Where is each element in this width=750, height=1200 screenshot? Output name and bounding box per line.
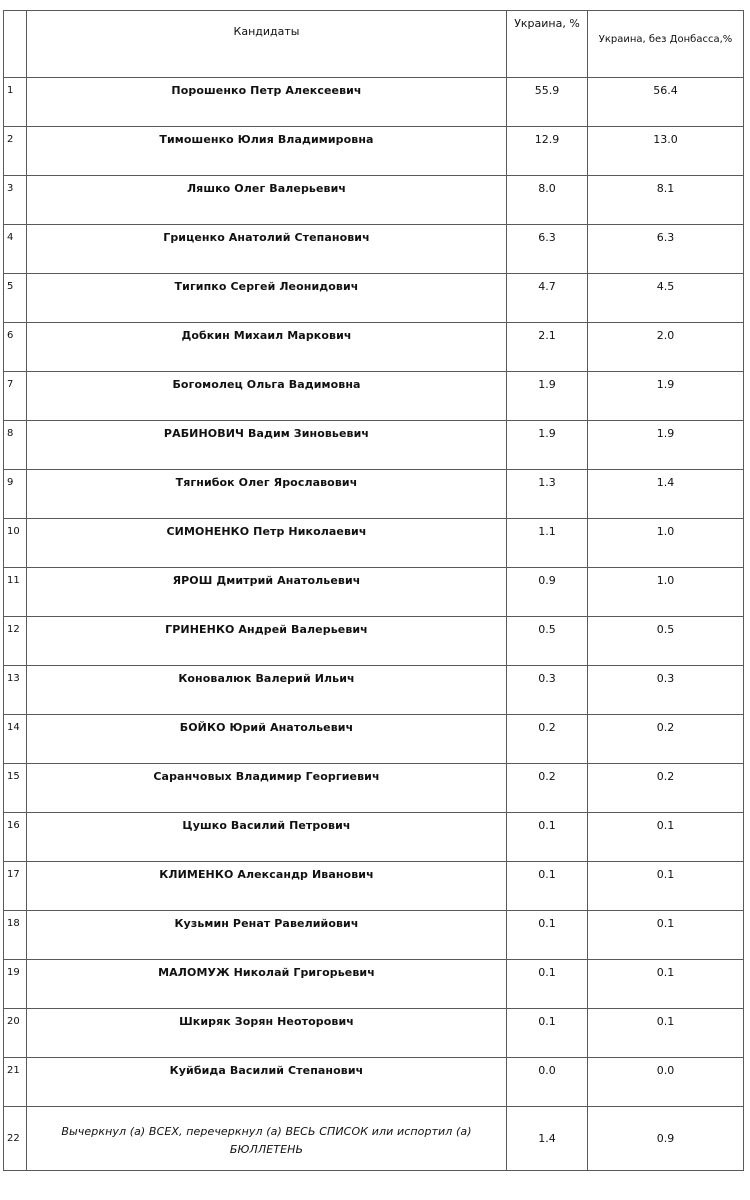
ukraine-percent: 0.1 — [507, 911, 588, 960]
ukraine-percent: 1.9 — [507, 421, 588, 470]
row-number: 13 — [4, 666, 27, 715]
row-number: 7 — [4, 372, 27, 421]
table-row — [4, 1009, 744, 1058]
row-number: 4 — [4, 225, 27, 274]
ukraine-no-donbass-percent: 0.2 — [588, 715, 744, 764]
table-row — [4, 470, 744, 519]
table-row — [4, 764, 744, 813]
ukraine-no-donbass-percent: 2.0 — [588, 323, 744, 372]
ukraine-no-donbass-percent: 56.4 — [588, 78, 744, 127]
results-table — [3, 10, 744, 1171]
table-row — [4, 666, 744, 715]
ukraine-percent: 0.2 — [507, 715, 588, 764]
table-row — [4, 617, 744, 666]
ukraine-no-donbass-percent: 1.9 — [588, 372, 744, 421]
row-number: 2 — [4, 127, 27, 176]
ukraine-no-donbass-percent: 1.0 — [588, 568, 744, 617]
table-row — [4, 813, 744, 862]
table-body — [4, 78, 744, 1171]
candidate-name: Гриценко Анатолий Степанович — [27, 225, 507, 274]
ukraine-percent: 0.1 — [507, 960, 588, 1009]
results-table-wrapper — [3, 10, 743, 1171]
candidate-name: Саранчовых Владимир Георгиевич — [27, 764, 507, 813]
ukraine-no-donbass-percent: 0.1 — [588, 1009, 744, 1058]
row-number: 20 — [4, 1009, 27, 1058]
table-row — [4, 911, 744, 960]
candidate-name: Кузьмин Ренат Равелийович — [27, 911, 507, 960]
ukraine-no-donbass-percent: 0.1 — [588, 862, 744, 911]
ukraine-no-donbass-percent: 0.5 — [588, 617, 744, 666]
row-number: 1 — [4, 78, 27, 127]
row-number: 17 — [4, 862, 27, 911]
candidate-name: СИМОНЕНКО Петр Николаевич — [27, 519, 507, 568]
table-row — [4, 225, 744, 274]
table-row — [4, 519, 744, 568]
row-number: 15 — [4, 764, 27, 813]
table-row — [4, 1058, 744, 1107]
table-row — [4, 862, 744, 911]
row-number: 6 — [4, 323, 27, 372]
ukraine-percent: 12.9 — [507, 127, 588, 176]
candidate-name: КЛИМЕНКО Александр Иванович — [27, 862, 507, 911]
ukraine-no-donbass-percent: 0.9 — [588, 1107, 744, 1171]
row-number: 3 — [4, 176, 27, 225]
ukraine-percent: 4.7 — [507, 274, 588, 323]
header-ukraine-without-donbass: Украина, без Донбасса,% — [588, 11, 744, 78]
candidate-name: Ляшко Олег Валерьевич — [27, 176, 507, 225]
ukraine-percent: 6.3 — [507, 225, 588, 274]
row-number: 5 — [4, 274, 27, 323]
ukraine-no-donbass-percent: 6.3 — [588, 225, 744, 274]
ukraine-no-donbass-percent: 1.4 — [588, 470, 744, 519]
candidate-name: Богомолец Ольга Вадимовна — [27, 372, 507, 421]
row-number: 21 — [4, 1058, 27, 1107]
ukraine-percent: 0.5 — [507, 617, 588, 666]
table-row — [4, 127, 744, 176]
row-number: 11 — [4, 568, 27, 617]
ukraine-no-donbass-percent: 1.0 — [588, 519, 744, 568]
table-row — [4, 323, 744, 372]
header-candidates: Кандидаты — [27, 11, 507, 78]
row-number: 9 — [4, 470, 27, 519]
header-number — [4, 11, 27, 78]
row-number: 18 — [4, 911, 27, 960]
ukraine-percent: 0.1 — [507, 1009, 588, 1058]
table-row — [4, 568, 744, 617]
ukraine-no-donbass-percent: 4.5 — [588, 274, 744, 323]
table-row — [4, 274, 744, 323]
candidate-name: Порошенко Петр Алексеевич — [27, 78, 507, 127]
ukraine-percent: 2.1 — [507, 323, 588, 372]
ukraine-no-donbass-percent: 0.1 — [588, 960, 744, 1009]
row-number: 22 — [4, 1107, 27, 1171]
table-header-row — [4, 11, 744, 78]
ukraine-no-donbass-percent: 13.0 — [588, 127, 744, 176]
ukraine-no-donbass-percent: 0.3 — [588, 666, 744, 715]
table-row — [4, 1107, 744, 1171]
ukraine-percent: 55.9 — [507, 78, 588, 127]
ukraine-percent: 1.4 — [507, 1107, 588, 1171]
ukraine-percent: 0.9 — [507, 568, 588, 617]
candidate-name: Добкин Михаил Маркович — [27, 323, 507, 372]
candidate-name: МАЛОМУЖ Николай Григорьевич — [27, 960, 507, 1009]
table-row — [4, 78, 744, 127]
header-ukraine: Украина, % — [507, 11, 588, 78]
candidate-name: РАБИНОВИЧ Вадим Зиновьевич — [27, 421, 507, 470]
ukraine-no-donbass-percent: 0.0 — [588, 1058, 744, 1107]
candidate-name: Цушко Василий Петрович — [27, 813, 507, 862]
table-row — [4, 372, 744, 421]
ukraine-no-donbass-percent: 0.2 — [588, 764, 744, 813]
candidate-name: Куйбида Василий Степанович — [27, 1058, 507, 1107]
ukraine-no-donbass-percent: 0.1 — [588, 911, 744, 960]
table-row — [4, 176, 744, 225]
ukraine-percent: 1.9 — [507, 372, 588, 421]
candidate-name: БОЙКО Юрий Анатольевич — [27, 715, 507, 764]
row-number: 14 — [4, 715, 27, 764]
ukraine-percent: 1.1 — [507, 519, 588, 568]
ukraine-no-donbass-percent: 8.1 — [588, 176, 744, 225]
row-number: 8 — [4, 421, 27, 470]
row-number: 19 — [4, 960, 27, 1009]
candidate-name: ГРИНЕНКО Андрей Валерьевич — [27, 617, 507, 666]
table-row — [4, 715, 744, 764]
ukraine-percent: 0.2 — [507, 764, 588, 813]
row-number: 16 — [4, 813, 27, 862]
ukraine-no-donbass-percent: 0.1 — [588, 813, 744, 862]
ukraine-percent: 0.3 — [507, 666, 588, 715]
row-number: 10 — [4, 519, 27, 568]
ukraine-percent: 0.1 — [507, 862, 588, 911]
candidate-name: Тягнибок Олег Ярославович — [27, 470, 507, 519]
candidate-name: Тимошенко Юлия Владимировна — [27, 127, 507, 176]
table-row — [4, 421, 744, 470]
row-number: 12 — [4, 617, 27, 666]
candidate-name: Тигипко Сергей Леонидович — [27, 274, 507, 323]
ukraine-percent: 0.0 — [507, 1058, 588, 1107]
table-row — [4, 960, 744, 1009]
candidate-name: Шкиряк Зорян Неоторович — [27, 1009, 507, 1058]
candidate-name: ЯРОШ Дмитрий Анатольевич — [27, 568, 507, 617]
candidate-name: Коновалюк Валерий Ильич — [27, 666, 507, 715]
ukraine-no-donbass-percent: 1.9 — [588, 421, 744, 470]
ukraine-percent: 8.0 — [507, 176, 588, 225]
candidate-name: Вычеркнул (а) ВСЕХ, перечеркнул (а) ВЕСЬ СПИСОК или испортил (а) БЮЛЛЕТЕНЬ — [27, 1107, 507, 1171]
ukraine-percent: 1.3 — [507, 470, 588, 519]
ukraine-percent: 0.1 — [507, 813, 588, 862]
